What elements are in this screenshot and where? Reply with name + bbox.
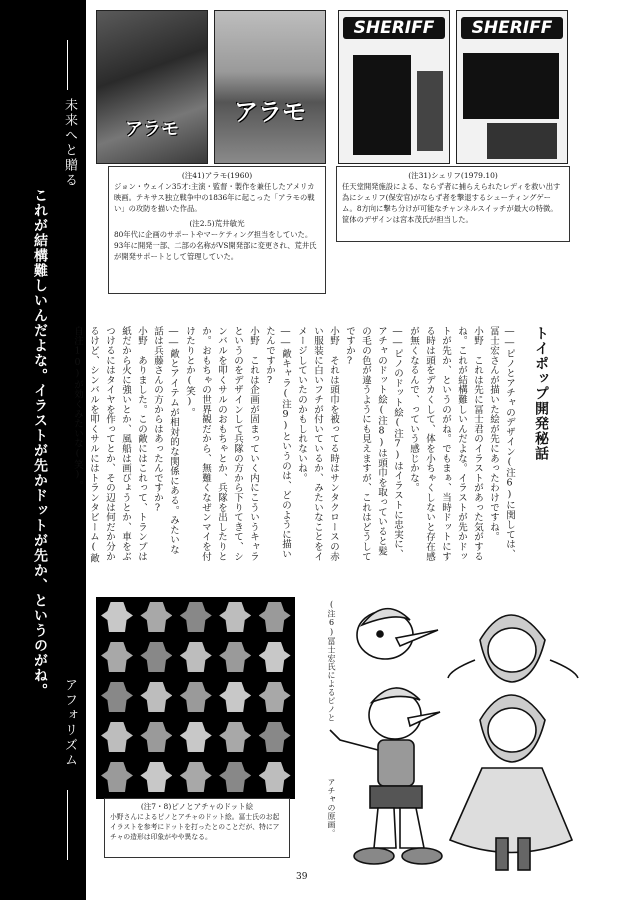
article-body <box>72 326 517 564</box>
caption-text: ジョン・ウェイン35才:主演・監督・製作を兼任したアメリカ映画。テキサス独立戦争中の1836年に起こった「アラモの戦い」の攻防を描いた作品。 <box>114 182 315 213</box>
caption-title: (注2.5)荒井敏光 <box>189 219 245 228</box>
dot-sprite-cell <box>259 682 291 712</box>
paragraph: ――ピノとアチャのデザイン(注6)に関しては、冨士宏さんが描いた絵が先にあったわけですね。 <box>488 326 515 559</box>
dot-sprite-cell <box>259 642 291 672</box>
dot-sprite-grid <box>96 597 295 799</box>
paragraph: 小野 それは頭巾を被ってる時はサンタクロースの赤い服装に白いフチが付いているか、みたいなことをイメージしていたのかもしれないね。 <box>296 326 339 562</box>
poster-title: アラモ <box>234 98 306 126</box>
dot-sprite-cell <box>180 602 212 632</box>
dot-sprite-cell <box>259 602 291 632</box>
sidebar-rule-top <box>67 40 68 90</box>
paragraph: 小野 ありました。この敵にはこれって、トランプは紙だから火に強いとか、風船は画びょうとか、車をぶつけるにはタイヤを作ってとか、その辺は何だか分かるけど、シンバルを叩くサルにはトランタビーム(敵自注10)が効くみたいな(笑)。 <box>72 326 147 563</box>
caption-title: (注7・8)ピノとアチャのドット絵 <box>140 802 254 811</box>
dot-sprite-cell <box>219 722 251 752</box>
pino-acha-drawing <box>300 590 580 880</box>
sidebar-quote: これが結構難しいんだよな。イラストが先かドットが先か、というのがね。 <box>32 188 48 698</box>
dot-sprite-cell <box>259 722 291 752</box>
paragraph: ――敵キャラ(注9)というのは、どのように描いたんですか? <box>264 326 291 559</box>
article-heading: トイポップ開発秘話 <box>533 326 549 461</box>
caption-dot-art <box>104 798 290 858</box>
dot-sprite-cell <box>140 762 172 792</box>
caption-title: (注41)アラモ(1960) <box>181 171 253 180</box>
dot-sprite-cell <box>140 682 172 712</box>
paragraph: ――ピノのドット絵(注7)はイラストに忠実に、アチャのドット絵(注8)は頭巾を取っていると髪の毛の色が違うようにも見えますが、これはどうしてですか? <box>344 326 403 562</box>
dot-sprite-cell <box>101 722 133 752</box>
paragraph: ――敵とアイテムが相対的な関係にある。みたいな話は兵藤さんの方からはあったんですか? <box>152 326 179 555</box>
acha-head-sketch <box>448 615 578 682</box>
alamo-poster-1 <box>96 10 208 164</box>
pino-head-sketch <box>357 609 438 659</box>
dot-sprite-cell <box>219 642 251 672</box>
paragraph: 小野 これは先に冨士君のイラストがあった気がするね。これが結構難しいんだよな。イラストが先かドットが先か、というのがね。でもまぁ、当時ドットにする時は頭をデカくして、体を小ちゃくしないと存在感が無くなるんで、っていう感じかな。 <box>408 326 483 562</box>
sheriff-flyer-1 <box>338 10 450 164</box>
dot-sprite-cell <box>219 762 251 792</box>
dot-sprite-cell <box>180 722 212 752</box>
sidebar-rule-bottom <box>67 790 68 860</box>
sheriff-logo: SHERIFF <box>461 17 563 39</box>
caption-sheriff <box>336 166 570 242</box>
paragraph: 小野 これは企画が固まっていく内にこういうキャラというのをデザインして兵隊の方から下りてきて、シンバルを叩くサルのおもちゃとか、兵隊を出したりとか。おもちゃの世界観だから、無難くなぜンマイを付けたりとか(笑)。 <box>184 326 259 562</box>
sidebar-section-title: アフォリズム <box>62 678 77 768</box>
sheriff-logo: SHERIFF <box>343 17 445 39</box>
sidebar-series-title: 未来へと贈る <box>62 98 77 188</box>
dot-sprite-cell <box>101 642 133 672</box>
acha-full-sketch <box>450 695 572 870</box>
dot-sprite-cell <box>101 602 133 632</box>
page-number: 39 <box>296 872 308 882</box>
dot-sprite-cell <box>140 642 172 672</box>
sheriff-game-screen <box>353 55 411 155</box>
dot-sprite-cell <box>101 762 133 792</box>
dot-sprite-cell <box>140 602 172 632</box>
caption-text: 任天堂開発施設による、ならず者に捕らえられたレディを救い出す為にシェリフ(保安官)がならず者を撃退するシューティングゲーム。8方向に撃ち分けが可能なチャンネルスイッチが最大の特徴。筐体のデザインは宮本茂氏が担当した。 <box>342 182 561 224</box>
caption-text: 小野さんによるピノとアチャのドット絵。冨士氏のお起イラストを参考にドットを打ったとのことだが、特にアチャの造形は印象がやや異なる。 <box>110 813 280 841</box>
dot-sprite-cell <box>219 682 251 712</box>
dot-sprite-cell <box>140 722 172 752</box>
dot-sprite-cell <box>180 642 212 672</box>
sheriff-game-screen-small <box>417 71 443 151</box>
sheriff-cabinet <box>487 123 557 159</box>
dot-sprite-cell <box>101 682 133 712</box>
drawing-note-pino: (注6)冨士宏氏によるピノと <box>327 600 336 722</box>
caption-alamo <box>108 166 326 294</box>
sheriff-game-screen <box>463 53 559 119</box>
dot-sprite-cell <box>259 762 291 792</box>
dot-sprite-cell <box>219 602 251 632</box>
pino-full-sketch <box>330 688 442 864</box>
caption-text: 80年代に企画のサポートやマーケティング担当をしていた。93年に開発一部、二部の名称がVS開発部に変更され、荒井氏が開発サポートとして管理していた。 <box>114 230 317 261</box>
sheriff-flyer-2 <box>456 10 568 164</box>
drawing-note-acha: アチャの原画。 <box>327 778 336 838</box>
caption-title: (注31)シェリフ(1979.10) <box>408 171 498 180</box>
dot-sprite-cell <box>180 682 212 712</box>
poster-title: アラモ <box>125 119 179 140</box>
alamo-poster-2 <box>214 10 326 164</box>
dot-sprite-cell <box>180 762 212 792</box>
